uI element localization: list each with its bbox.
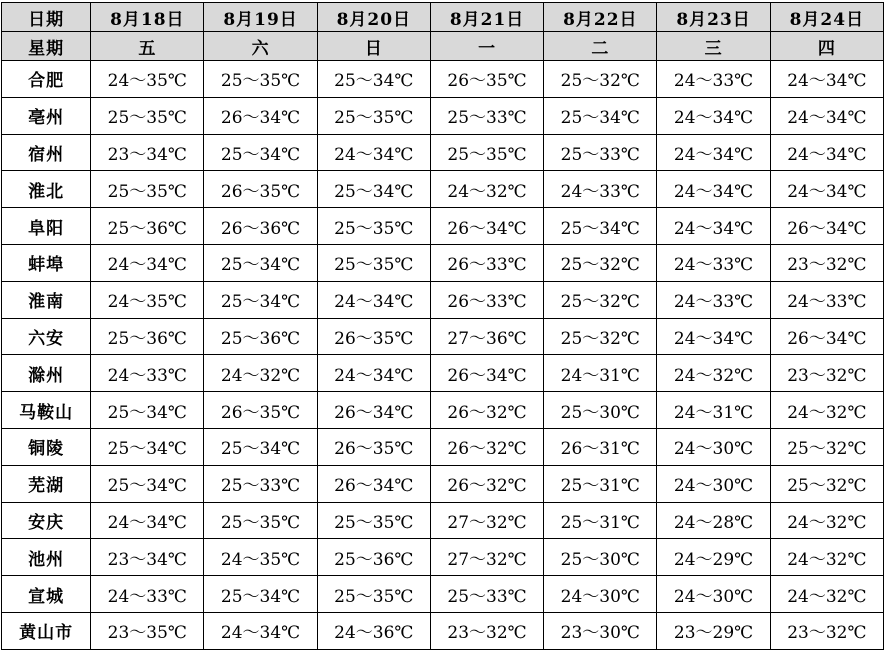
city-name-cell: 亳州 xyxy=(2,97,91,134)
temperature-range-cell: 23～32℃ xyxy=(770,244,883,281)
city-row xyxy=(2,318,884,355)
weather-forecast-table xyxy=(1,2,884,650)
temperature-range-cell: 25～34℃ xyxy=(91,392,204,429)
temperature-range-cell: 25～34℃ xyxy=(91,465,204,502)
temperature-range-cell: 25～36℃ xyxy=(204,318,317,355)
temperature-range-cell: 24～34℃ xyxy=(657,318,770,355)
temperature-range-cell: 24～28℃ xyxy=(657,502,770,539)
city-row xyxy=(2,281,884,318)
city-row xyxy=(2,355,884,392)
date-cell: 8月20日 xyxy=(317,3,430,32)
temperature-range-cell: 25～34℃ xyxy=(317,171,430,208)
city-name-cell: 宣城 xyxy=(2,576,91,613)
temperature-range-cell: 24～32℃ xyxy=(204,355,317,392)
temperature-range-cell: 25～35℃ xyxy=(91,171,204,208)
temperature-range-cell: 26～34℃ xyxy=(770,208,883,245)
temperature-range-cell: 25～34℃ xyxy=(204,244,317,281)
temperature-range-cell: 26～34℃ xyxy=(430,355,543,392)
temperature-range-cell: 25～34℃ xyxy=(204,576,317,613)
date-cell: 8月19日 xyxy=(204,3,317,32)
temperature-range-cell: 26～31℃ xyxy=(544,428,657,465)
temperature-range-cell: 25～36℃ xyxy=(91,208,204,245)
temperature-range-cell: 25～31℃ xyxy=(544,502,657,539)
city-name-cell: 芜湖 xyxy=(2,465,91,502)
temperature-range-cell: 26～33℃ xyxy=(430,244,543,281)
city-name-cell: 马鞍山 xyxy=(2,392,91,429)
temperature-range-cell: 25～35℃ xyxy=(91,97,204,134)
city-row xyxy=(2,61,884,98)
date-label-cell: 日期 xyxy=(2,3,91,32)
temperature-range-cell: 24～30℃ xyxy=(544,576,657,613)
city-name-cell: 蚌埠 xyxy=(2,244,91,281)
city-row xyxy=(2,134,884,171)
temperature-range-cell: 25～32℃ xyxy=(544,61,657,98)
city-name-cell: 安庆 xyxy=(2,502,91,539)
temperature-range-cell: 23～32℃ xyxy=(770,355,883,392)
temperature-range-cell: 25～33℃ xyxy=(430,97,543,134)
temperature-range-cell: 26～34℃ xyxy=(317,465,430,502)
temperature-range-cell: 24～34℃ xyxy=(317,355,430,392)
temperature-range-cell: 24～34℃ xyxy=(657,171,770,208)
temperature-range-cell: 25～35℃ xyxy=(317,97,430,134)
temperature-range-cell: 25～35℃ xyxy=(317,502,430,539)
temperature-range-cell: 26～35℃ xyxy=(317,318,430,355)
temperature-range-cell: 26～35℃ xyxy=(204,171,317,208)
temperature-range-cell: 26～32℃ xyxy=(430,428,543,465)
city-name-cell: 铜陵 xyxy=(2,428,91,465)
temperature-range-cell: 26～34℃ xyxy=(317,392,430,429)
temperature-range-cell: 23～30℃ xyxy=(544,612,657,649)
date-cell: 8月24日 xyxy=(770,3,883,32)
temperature-range-cell: 24～33℃ xyxy=(91,355,204,392)
city-row xyxy=(2,97,884,134)
temperature-range-cell: 24～33℃ xyxy=(91,576,204,613)
city-name-cell: 滁州 xyxy=(2,355,91,392)
city-row xyxy=(2,576,884,613)
temperature-range-cell: 24～32℃ xyxy=(770,502,883,539)
temperature-range-cell: 26～33℃ xyxy=(430,281,543,318)
temperature-range-cell: 24～34℃ xyxy=(770,61,883,98)
temperature-range-cell: 25～35℃ xyxy=(317,208,430,245)
temperature-range-cell: 25～35℃ xyxy=(204,502,317,539)
temperature-range-cell: 23～29℃ xyxy=(657,612,770,649)
date-cell: 8月21日 xyxy=(430,3,543,32)
weekday-cell: 五 xyxy=(91,32,204,61)
temperature-range-cell: 27～36℃ xyxy=(430,318,543,355)
date-cell: 8月23日 xyxy=(657,3,770,32)
temperature-range-cell: 24～34℃ xyxy=(657,97,770,134)
temperature-range-cell: 25～31℃ xyxy=(544,465,657,502)
weekday-cell: 日 xyxy=(317,32,430,61)
date-cell: 8月18日 xyxy=(91,3,204,32)
temperature-range-cell: 27～32℃ xyxy=(430,502,543,539)
temperature-range-cell: 23～32℃ xyxy=(430,612,543,649)
city-name-cell: 淮南 xyxy=(2,281,91,318)
temperature-range-cell: 26～34℃ xyxy=(204,97,317,134)
temperature-range-cell: 23～32℃ xyxy=(770,612,883,649)
city-row xyxy=(2,208,884,245)
temperature-range-cell: 24～34℃ xyxy=(657,208,770,245)
temperature-range-cell: 23～35℃ xyxy=(91,612,204,649)
city-row xyxy=(2,465,884,502)
temperature-range-cell: 25～33℃ xyxy=(204,465,317,502)
temperature-range-cell: 24～30℃ xyxy=(657,428,770,465)
temperature-range-cell: 27～32℃ xyxy=(430,539,543,576)
temperature-range-cell: 25～32℃ xyxy=(544,318,657,355)
city-name-cell: 六安 xyxy=(2,318,91,355)
temperature-range-cell: 26～35℃ xyxy=(317,428,430,465)
temperature-range-cell: 23～34℃ xyxy=(91,134,204,171)
weekday-cell: 三 xyxy=(657,32,770,61)
temperature-range-cell: 26～35℃ xyxy=(204,392,317,429)
temperature-range-cell: 24～32℃ xyxy=(770,539,883,576)
temperature-range-cell: 25～35℃ xyxy=(430,134,543,171)
temperature-range-cell: 26～34℃ xyxy=(770,318,883,355)
temperature-range-cell: 25～33℃ xyxy=(544,134,657,171)
city-row xyxy=(2,244,884,281)
temperature-range-cell: 24～34℃ xyxy=(657,134,770,171)
city-row xyxy=(2,428,884,465)
temperature-range-cell: 25～34℃ xyxy=(317,61,430,98)
temperature-range-cell: 25～34℃ xyxy=(544,97,657,134)
date-header-row xyxy=(2,3,884,32)
temperature-range-cell: 24～34℃ xyxy=(770,97,883,134)
temperature-range-cell: 24～30℃ xyxy=(657,576,770,613)
weekday-cell: 一 xyxy=(430,32,543,61)
temperature-range-cell: 24～32℃ xyxy=(430,171,543,208)
city-name-cell: 阜阳 xyxy=(2,208,91,245)
temperature-range-cell: 24～31℃ xyxy=(657,392,770,429)
temperature-range-cell: 24～35℃ xyxy=(91,61,204,98)
temperature-range-cell: 25～35℃ xyxy=(317,244,430,281)
temperature-range-cell: 24～34℃ xyxy=(317,281,430,318)
weekday-cell: 二 xyxy=(544,32,657,61)
weekday-cell: 四 xyxy=(770,32,883,61)
temperature-range-cell: 24～30℃ xyxy=(657,465,770,502)
city-row xyxy=(2,392,884,429)
temperature-range-cell: 24～32℃ xyxy=(770,576,883,613)
temperature-range-cell: 24～33℃ xyxy=(770,281,883,318)
temperature-range-cell: 26～34℃ xyxy=(430,208,543,245)
city-name-cell: 池州 xyxy=(2,539,91,576)
temperature-range-cell: 24～33℃ xyxy=(657,61,770,98)
temperature-range-cell: 24～29℃ xyxy=(657,539,770,576)
temperature-range-cell: 23～34℃ xyxy=(91,539,204,576)
temperature-range-cell: 25～35℃ xyxy=(317,576,430,613)
temperature-range-cell: 24～34℃ xyxy=(317,134,430,171)
temperature-range-cell: 25～36℃ xyxy=(317,539,430,576)
city-row xyxy=(2,612,884,649)
temperature-range-cell: 24～35℃ xyxy=(91,281,204,318)
city-name-cell: 宿州 xyxy=(2,134,91,171)
temperature-range-cell: 24～35℃ xyxy=(204,539,317,576)
temperature-range-cell: 26～35℃ xyxy=(430,61,543,98)
weekday-header-row xyxy=(2,32,884,61)
city-name-cell: 淮北 xyxy=(2,171,91,208)
weekday-cell: 六 xyxy=(204,32,317,61)
temperature-range-cell: 25～32℃ xyxy=(544,281,657,318)
temperature-range-cell: 25～30℃ xyxy=(544,539,657,576)
city-name-cell: 合肥 xyxy=(2,61,91,98)
temperature-range-cell: 25～32℃ xyxy=(544,244,657,281)
temperature-range-cell: 24～34℃ xyxy=(91,502,204,539)
city-row xyxy=(2,502,884,539)
temperature-range-cell: 25～32℃ xyxy=(770,465,883,502)
date-cell: 8月22日 xyxy=(544,3,657,32)
temperature-range-cell: 25～30℃ xyxy=(544,392,657,429)
temperature-range-cell: 24～32℃ xyxy=(657,355,770,392)
temperature-range-cell: 25～36℃ xyxy=(91,318,204,355)
city-name-cell: 黄山市 xyxy=(2,612,91,649)
temperature-range-cell: 24～34℃ xyxy=(204,612,317,649)
temperature-range-cell: 24～33℃ xyxy=(657,244,770,281)
temperature-range-cell: 24～33℃ xyxy=(544,171,657,208)
city-row xyxy=(2,539,884,576)
temperature-range-cell: 26～36℃ xyxy=(204,208,317,245)
temperature-range-cell: 25～35℃ xyxy=(204,61,317,98)
temperature-range-cell: 25～34℃ xyxy=(204,428,317,465)
temperature-range-cell: 26～32℃ xyxy=(430,465,543,502)
temperature-range-cell: 25～33℃ xyxy=(430,576,543,613)
temperature-range-cell: 25～34℃ xyxy=(204,281,317,318)
temperature-range-cell: 25～34℃ xyxy=(91,428,204,465)
temperature-range-cell: 25～34℃ xyxy=(204,134,317,171)
temperature-range-cell: 24～31℃ xyxy=(544,355,657,392)
temperature-range-cell: 24～36℃ xyxy=(317,612,430,649)
temperature-range-cell: 24～32℃ xyxy=(770,392,883,429)
temperature-range-cell: 24～34℃ xyxy=(770,171,883,208)
temperature-range-cell: 26～32℃ xyxy=(430,392,543,429)
temperature-range-cell: 24～34℃ xyxy=(770,134,883,171)
weekday-label-cell: 星期 xyxy=(2,32,91,61)
temperature-range-cell: 25～34℃ xyxy=(544,208,657,245)
temperature-range-cell: 25～32℃ xyxy=(770,428,883,465)
temperature-range-cell: 24～34℃ xyxy=(91,244,204,281)
city-row xyxy=(2,171,884,208)
temperature-range-cell: 24～33℃ xyxy=(657,281,770,318)
